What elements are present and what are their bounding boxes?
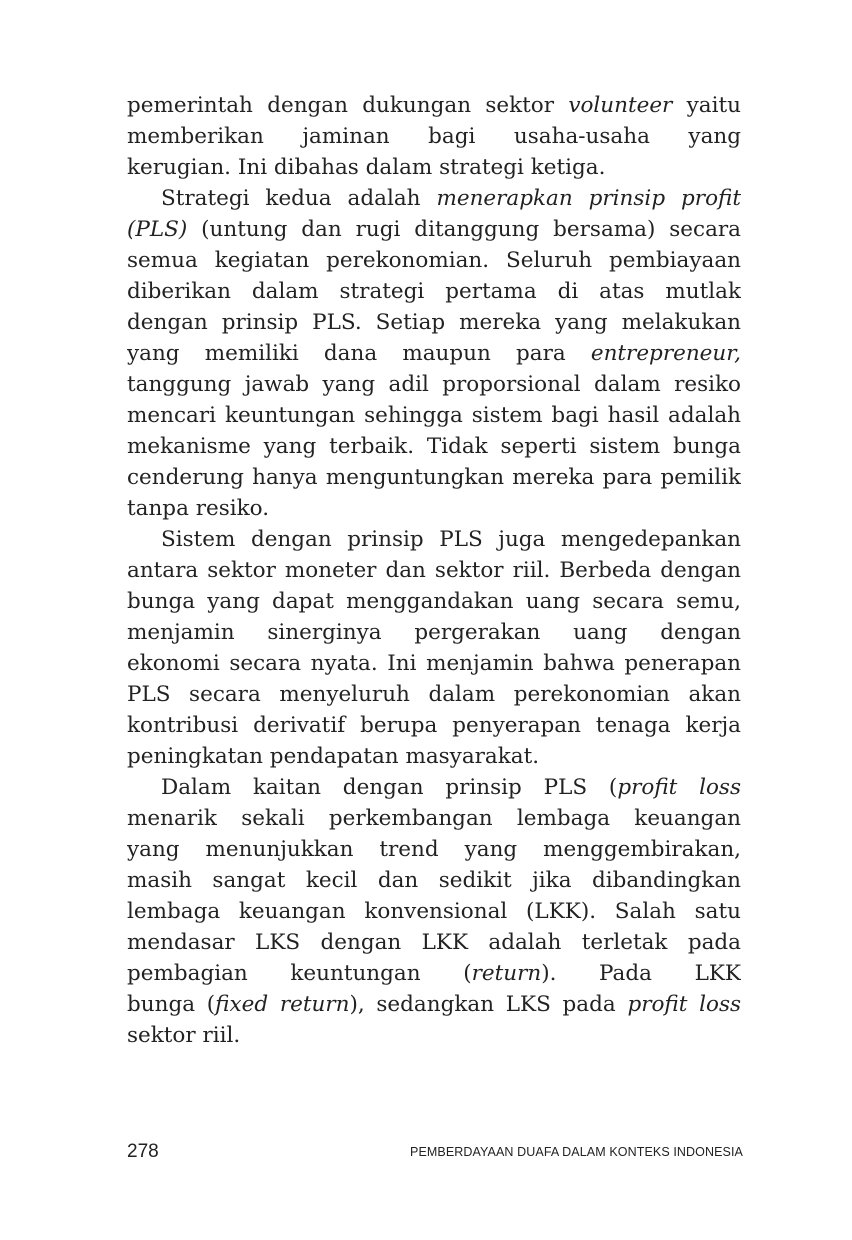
italic-term: fixed return	[215, 992, 350, 1017]
text-segment: menjamin sinerginya pergerakan uang dengan	[127, 620, 741, 645]
text-segment: diberikan dalam strategi pertama di atas mutlak	[127, 279, 741, 304]
italic-term: entrepreneur,	[590, 341, 741, 366]
text-segment: yaitu	[686, 93, 741, 118]
text-line	[127, 1020, 741, 1051]
text-line	[127, 183, 741, 214]
text-segment: dengan prinsip PLS. Setiap mereka yang melakukan	[127, 310, 741, 335]
text-line	[127, 307, 741, 338]
page-number: 278	[127, 1141, 159, 1162]
text-line	[127, 741, 741, 772]
text-segment: ). Pada LKK	[541, 961, 741, 986]
text-segment: kerugian. Ini dibahas dalam strategi ketiga.	[127, 155, 606, 180]
text-segment: ekonomi secara nyata. Ini menjamin bahwa penerapan	[127, 651, 741, 676]
text-segment: mekanisme yang terbaik. Tidak seperti sistem bunga	[127, 434, 741, 459]
text-segment: peningkatan pendapatan masyarakat.	[127, 744, 540, 769]
text-segment: sektor riil.	[127, 1023, 241, 1048]
text-line	[127, 927, 741, 958]
running-title: PEMBERDAYAAN DUAFA DALAM KONTEKS INDONESIA	[410, 1145, 743, 1159]
body-text	[127, 90, 741, 1051]
page-footer	[127, 1140, 743, 1164]
text-line	[127, 803, 741, 834]
text-segment: (untung dan rugi ditanggung bersama) secara	[201, 217, 741, 242]
text-segment: mencari keuntungan sehingga sistem bagi hasil adalah	[127, 403, 741, 428]
text-segment: memberikan jaminan bagi usaha-usaha yang	[127, 124, 741, 149]
italic-term: profit loss	[627, 992, 741, 1017]
text-segment: semua kegiatan perekonomian. Seluruh pembiayaan	[127, 248, 741, 273]
text-segment: lembaga keuangan konvensional (LKK). Salah satu	[127, 899, 741, 924]
italic-term: (PLS)	[127, 217, 188, 242]
text-line	[127, 369, 741, 400]
text-line	[127, 400, 741, 431]
text-segment: kontribusi derivatif berupa penyerapan tenaga kerja	[127, 713, 741, 738]
text-segment: menarik sekali perkembangan lembaga keuangan	[127, 806, 741, 831]
text-line	[127, 958, 741, 989]
text-line	[127, 338, 741, 369]
text-line	[127, 276, 741, 307]
text-line	[127, 431, 741, 462]
italic-term: volunteer	[568, 93, 673, 118]
text-segment: Dalam kaitan dengan prinsip PLS (	[161, 775, 618, 800]
text-line	[127, 710, 741, 741]
text-line	[127, 524, 741, 555]
text-line	[127, 493, 741, 524]
text-line	[127, 152, 741, 183]
text-segment: yang menunjukkan trend yang menggembirakan,	[127, 837, 741, 862]
text-segment: cenderung hanya menguntungkan mereka para pemilik	[127, 465, 741, 490]
text-line	[127, 462, 741, 493]
text-line	[127, 648, 741, 679]
text-line	[127, 679, 741, 710]
text-segment: bunga (	[127, 992, 216, 1017]
text-segment: tanpa resiko.	[127, 496, 270, 521]
text-line	[127, 214, 741, 245]
text-segment: masih sangat kecil dan sedikit jika dibandingkan	[127, 868, 741, 893]
text-segment: yang memiliki dana maupun para	[127, 341, 591, 366]
text-segment: tanggung jawab yang adil proporsional dalam resiko	[127, 372, 741, 397]
text-line	[127, 90, 741, 121]
text-segment: pembagian keuntungan (	[127, 961, 472, 986]
text-line	[127, 989, 741, 1020]
text-segment: pemerintah dengan dukungan sektor	[127, 93, 569, 118]
text-line	[127, 586, 741, 617]
text-segment: bunga yang dapat menggandakan uang secara semu,	[127, 589, 741, 614]
text-segment: ), sedangkan LKS pada	[349, 992, 628, 1017]
text-line	[127, 245, 741, 276]
text-line	[127, 865, 741, 896]
text-segment: antara sektor moneter dan sektor riil. Berbeda dengan	[127, 558, 741, 583]
text-segment: Strategi kedua adalah	[161, 186, 437, 211]
text-line	[127, 896, 741, 927]
italic-term: menerapkan prinsip profit	[436, 186, 741, 211]
text-line	[127, 617, 741, 648]
text-segment: PLS secara menyeluruh dalam perekonomian akan	[127, 682, 741, 707]
text-segment: Sistem dengan prinsip PLS juga mengedepankan	[161, 527, 741, 552]
italic-term: profit loss	[617, 775, 741, 800]
text-segment: mendasar LKS dengan LKK adalah terletak pada	[127, 930, 741, 955]
text-line	[127, 834, 741, 865]
text-line	[127, 772, 741, 803]
text-line	[127, 121, 741, 152]
italic-term: return	[471, 961, 542, 986]
text-line	[127, 555, 741, 586]
